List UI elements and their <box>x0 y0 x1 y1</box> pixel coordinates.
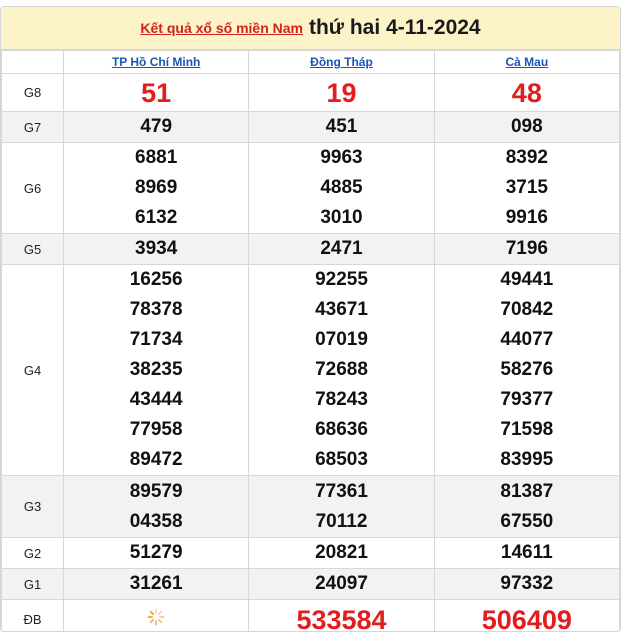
result-cell <box>64 74 249 112</box>
prize-row <box>2 74 620 112</box>
lottery-number: 7196 <box>505 238 548 259</box>
lottery-number: 9963 <box>320 147 363 168</box>
lottery-number: 3934 <box>135 238 178 259</box>
results-panel <box>0 6 621 632</box>
lottery-number: 20821 <box>315 542 368 563</box>
lottery-number: 48 <box>511 77 542 108</box>
lottery-number: 67550 <box>500 510 554 532</box>
corner-cell <box>2 51 64 74</box>
lottery-number: 43671 <box>315 299 368 320</box>
lottery-number: 479 <box>140 116 173 137</box>
result-cell <box>249 143 434 234</box>
loading-spinner-icon <box>146 607 166 627</box>
lottery-number: 78378 <box>129 299 183 320</box>
lottery-number: 506409 <box>481 604 572 632</box>
results-table <box>1 50 620 632</box>
result-cell <box>64 476 249 538</box>
result-cell <box>249 234 434 265</box>
lottery-number: 79377 <box>500 389 554 410</box>
prize-label: G3 <box>2 476 64 538</box>
prize-label: G6 <box>2 143 64 234</box>
province-link-hcm[interactable]: TP Hồ Chí Minh <box>111 55 201 69</box>
lottery-number: 07019 <box>315 329 368 350</box>
lottery-number: 70842 <box>500 299 554 320</box>
prize-row <box>2 600 620 633</box>
result-cell <box>249 112 434 143</box>
lottery-number: 24097 <box>315 573 368 594</box>
lottery-number: 68636 <box>315 419 368 440</box>
lottery-number: 38235 <box>129 359 183 380</box>
lottery-number: 51 <box>141 77 172 108</box>
prize-label: G7 <box>2 112 64 143</box>
prize-label: G4 <box>2 265 64 476</box>
prize-row <box>2 234 620 265</box>
result-cell <box>64 569 249 600</box>
result-cell <box>64 112 249 143</box>
result-cell <box>434 143 619 234</box>
result-cell <box>434 476 619 538</box>
prize-label: ĐB <box>2 600 64 633</box>
result-cell <box>64 143 249 234</box>
lottery-number: 43444 <box>129 389 183 410</box>
lottery-number: 4885 <box>320 177 363 198</box>
province-link-dong-thap[interactable]: Đồng Tháp <box>310 55 373 69</box>
result-cell <box>434 265 619 476</box>
lottery-number: 51279 <box>129 542 183 563</box>
result-cell <box>249 476 434 538</box>
lottery-number: 77361 <box>315 480 368 502</box>
result-cell <box>249 74 434 112</box>
prize-label: G5 <box>2 234 64 265</box>
lottery-number: 6132 <box>135 207 178 228</box>
prize-label: G2 <box>2 538 64 569</box>
lottery-number: 49441 <box>500 269 554 290</box>
lottery-number: 098 <box>510 116 543 137</box>
result-cell <box>434 74 619 112</box>
lottery-number: 8392 <box>505 147 548 168</box>
lottery-number: 89472 <box>129 449 183 470</box>
result-cell <box>64 234 249 265</box>
prize-row <box>2 265 620 476</box>
lottery-number: 2471 <box>320 238 363 259</box>
lottery-number: 77958 <box>129 419 183 440</box>
lottery-number: 04358 <box>129 510 183 532</box>
lottery-number: 451 <box>325 116 358 137</box>
lottery-number: 89579 <box>129 480 183 502</box>
lottery-number: 3715 <box>505 177 548 198</box>
lottery-number: 83995 <box>500 449 554 470</box>
region-results-link[interactable]: Kết quả xổ số miền Nam <box>140 20 303 36</box>
result-cell <box>249 265 434 476</box>
province-link-ca-mau[interactable]: Cà Mau <box>505 55 549 69</box>
province-header-row <box>2 51 620 74</box>
prize-row <box>2 538 620 569</box>
lottery-number: 8969 <box>135 177 178 198</box>
lottery-number: 92255 <box>315 269 368 290</box>
result-cell <box>434 112 619 143</box>
result-cell <box>434 569 619 600</box>
lottery-number: 16256 <box>129 269 183 290</box>
lottery-number: 14611 <box>500 542 553 563</box>
lottery-number: 70112 <box>315 510 368 532</box>
lottery-number: 31261 <box>129 573 183 594</box>
lottery-number: 6881 <box>135 147 178 168</box>
prize-row <box>2 112 620 143</box>
result-cell <box>249 569 434 600</box>
result-cell <box>64 600 249 633</box>
province-header <box>434 51 619 74</box>
result-cell <box>434 234 619 265</box>
result-cell <box>249 600 434 633</box>
result-cell <box>434 600 619 633</box>
result-cell <box>64 538 249 569</box>
lottery-number: 81387 <box>500 480 554 502</box>
lottery-number: 78243 <box>315 389 368 410</box>
prize-row <box>2 569 620 600</box>
result-cell <box>434 538 619 569</box>
lottery-number: 97332 <box>500 573 554 594</box>
lottery-number: 533584 <box>296 604 387 632</box>
prize-label: G8 <box>2 74 64 112</box>
lottery-number: 71598 <box>500 419 554 440</box>
prize-row <box>2 476 620 538</box>
prize-row <box>2 143 620 234</box>
prize-label: G1 <box>2 569 64 600</box>
lottery-number: 44077 <box>500 329 554 350</box>
lottery-number: 9916 <box>505 207 548 228</box>
results-header <box>1 7 620 50</box>
province-header <box>249 51 434 74</box>
lottery-number: 72688 <box>315 359 368 380</box>
lottery-number: 3010 <box>320 207 363 228</box>
result-cell <box>249 538 434 569</box>
lottery-number: 68503 <box>315 449 368 470</box>
lottery-number: 71734 <box>129 329 183 350</box>
province-header <box>64 51 249 74</box>
result-cell <box>64 265 249 476</box>
lottery-number: 19 <box>326 77 357 108</box>
draw-date-title: thứ hai 4-11-2024 <box>308 16 481 39</box>
lottery-number: 58276 <box>500 359 554 380</box>
